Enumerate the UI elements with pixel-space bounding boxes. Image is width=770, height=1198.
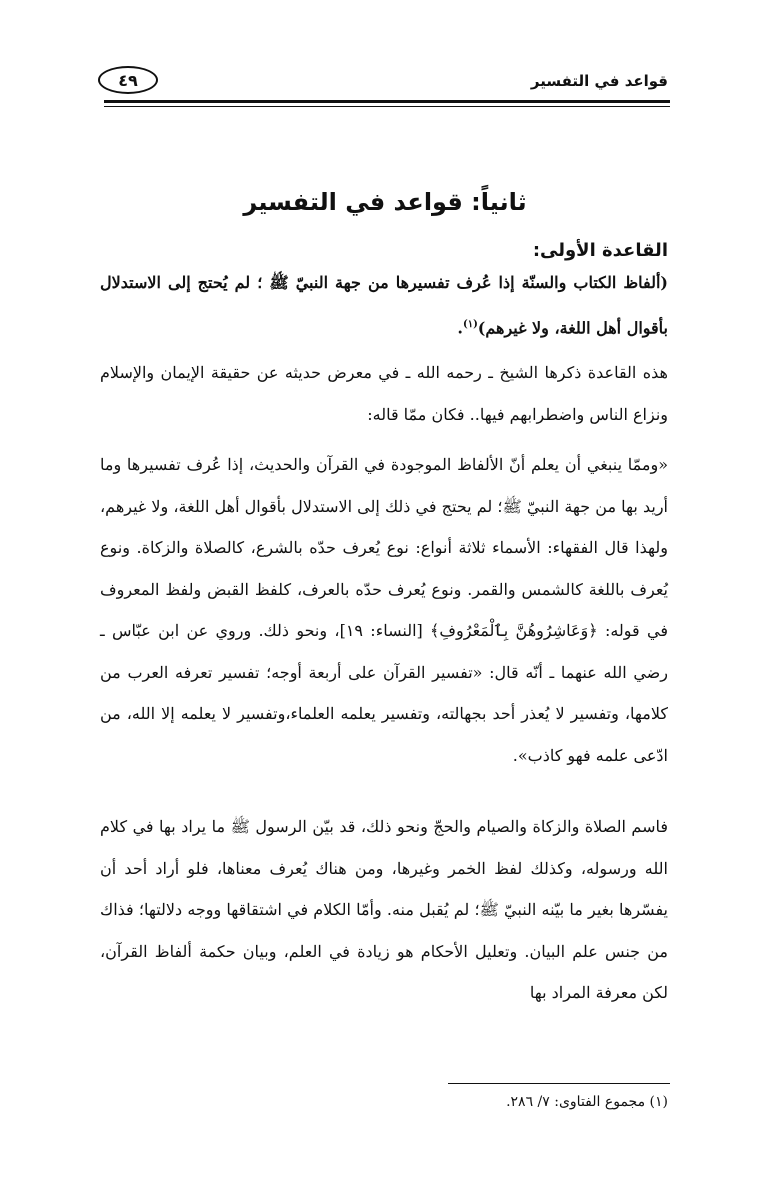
quran-verse: ﴿وَعَاشِرُوهُنَّ بِٱلْمَعْرُوفِ﴾ [430, 621, 598, 640]
footnote: (١) مجموع الفتاوى: ٧/ ٢٨٦. [506, 1094, 668, 1110]
rule-statement: (ألفاظ الكتاب والسنّة إذا عُرف تفسيرها من جهة النبيّ ﷺ ؛ لم يُحتج إلى الاستدلال بأقوال أهل اللغة، ولا غيرهم)$^{(١)}$. [100, 273, 668, 337]
header-rule-thin [104, 106, 670, 107]
footnote-divider [448, 1083, 670, 1084]
quoted-passage [100, 444, 668, 776]
quote-part-1: «وممّا ينبغي أن يعلم أنّ الألفاظ الموجودة في القرآن والحديث، إذا عُرف تفسيرها وما أريد بها من جهة النبيّ ﷺ؛ لم يحتج في ذلك إلى الاستدلال بأقوال أهل اللغة، ولا غيرهم، ولهذا قال الفقهاء: الأسماء ثلاثة أنواع: نوع يُعرف حدّه بالشرع، كالصلاة والزكاة. ونوع يُعرف باللغة كالشمس والقمر. ونوع يُعرف حدّه بالعرف، كلفظ القبض ولفظ المعروف في قوله: [100, 455, 668, 640]
footnote-ref: (١) [462, 318, 478, 330]
rule-statement-text: (ألفاظ الكتاب والسنّة إذا عُرف تفسيرها من جهة النبيّ ﷺ ؛ لم يُحتج إلى الاستدلال بأقوال أهل اللغة، ولا غيرهم) [100, 273, 668, 337]
section-heading: ثانياً: قواعد في التفسير [243, 188, 527, 216]
explanation-text: فاسم الصلاة والزكاة والصيام والحجّ ونحو ذلك، قد بيّن الرسول ﷺ ما يراد بها في كلام الله ورسوله، وكذلك لفظ الخمر وغيرها، ومن هناك يُعرف معناها، فلو أراد أحد أن يفسّرها بغير ما بيّنه النبيّ ﷺ؛ لم يُقبل منه. وأمّا الكلام في اشتقاقها ووجه دلالتها؛ فذاك من جنس علم البيان. وتعليل الأحكام هو زيادة في العلم، وبيان حكمة ألفاظ القرآن، لكن معرفة المراد بها [100, 817, 668, 1002]
page-number: ٤٩ [98, 66, 158, 94]
verse-citation: [النساء: ١٩] [339, 621, 423, 640]
quote-part-2: ، ونحو ذلك. وروي عن ابن عبّاس ـ رضي الله عنهما ـ أنّه قال: «تفسير القرآن على أربعة أوجه؛ تفسير تعرفه العرب من كلامها، وتفسير لا يُعذر أحد بجهالته، وتفسير يعلمه العلماء،وتفسير لا يعلمه إلا الله، من ادّعى علمه فهو كاذب». [100, 621, 668, 765]
running-title: قواعد في التفسير [530, 72, 668, 90]
rule-label: القاعدة الأولى: [532, 240, 668, 261]
intro-text: هذه القاعدة ذكرها الشيخ ـ رحمه الله ـ في معرض حديثه عن حقيقة الإيمان والإسلام ونزاع الناس واضطرابهم فيها.. فكان ممّا قاله: [100, 363, 668, 424]
header-rule-thick [104, 100, 670, 103]
explanation-paragraph [100, 806, 668, 1014]
intro-paragraph [100, 352, 668, 435]
